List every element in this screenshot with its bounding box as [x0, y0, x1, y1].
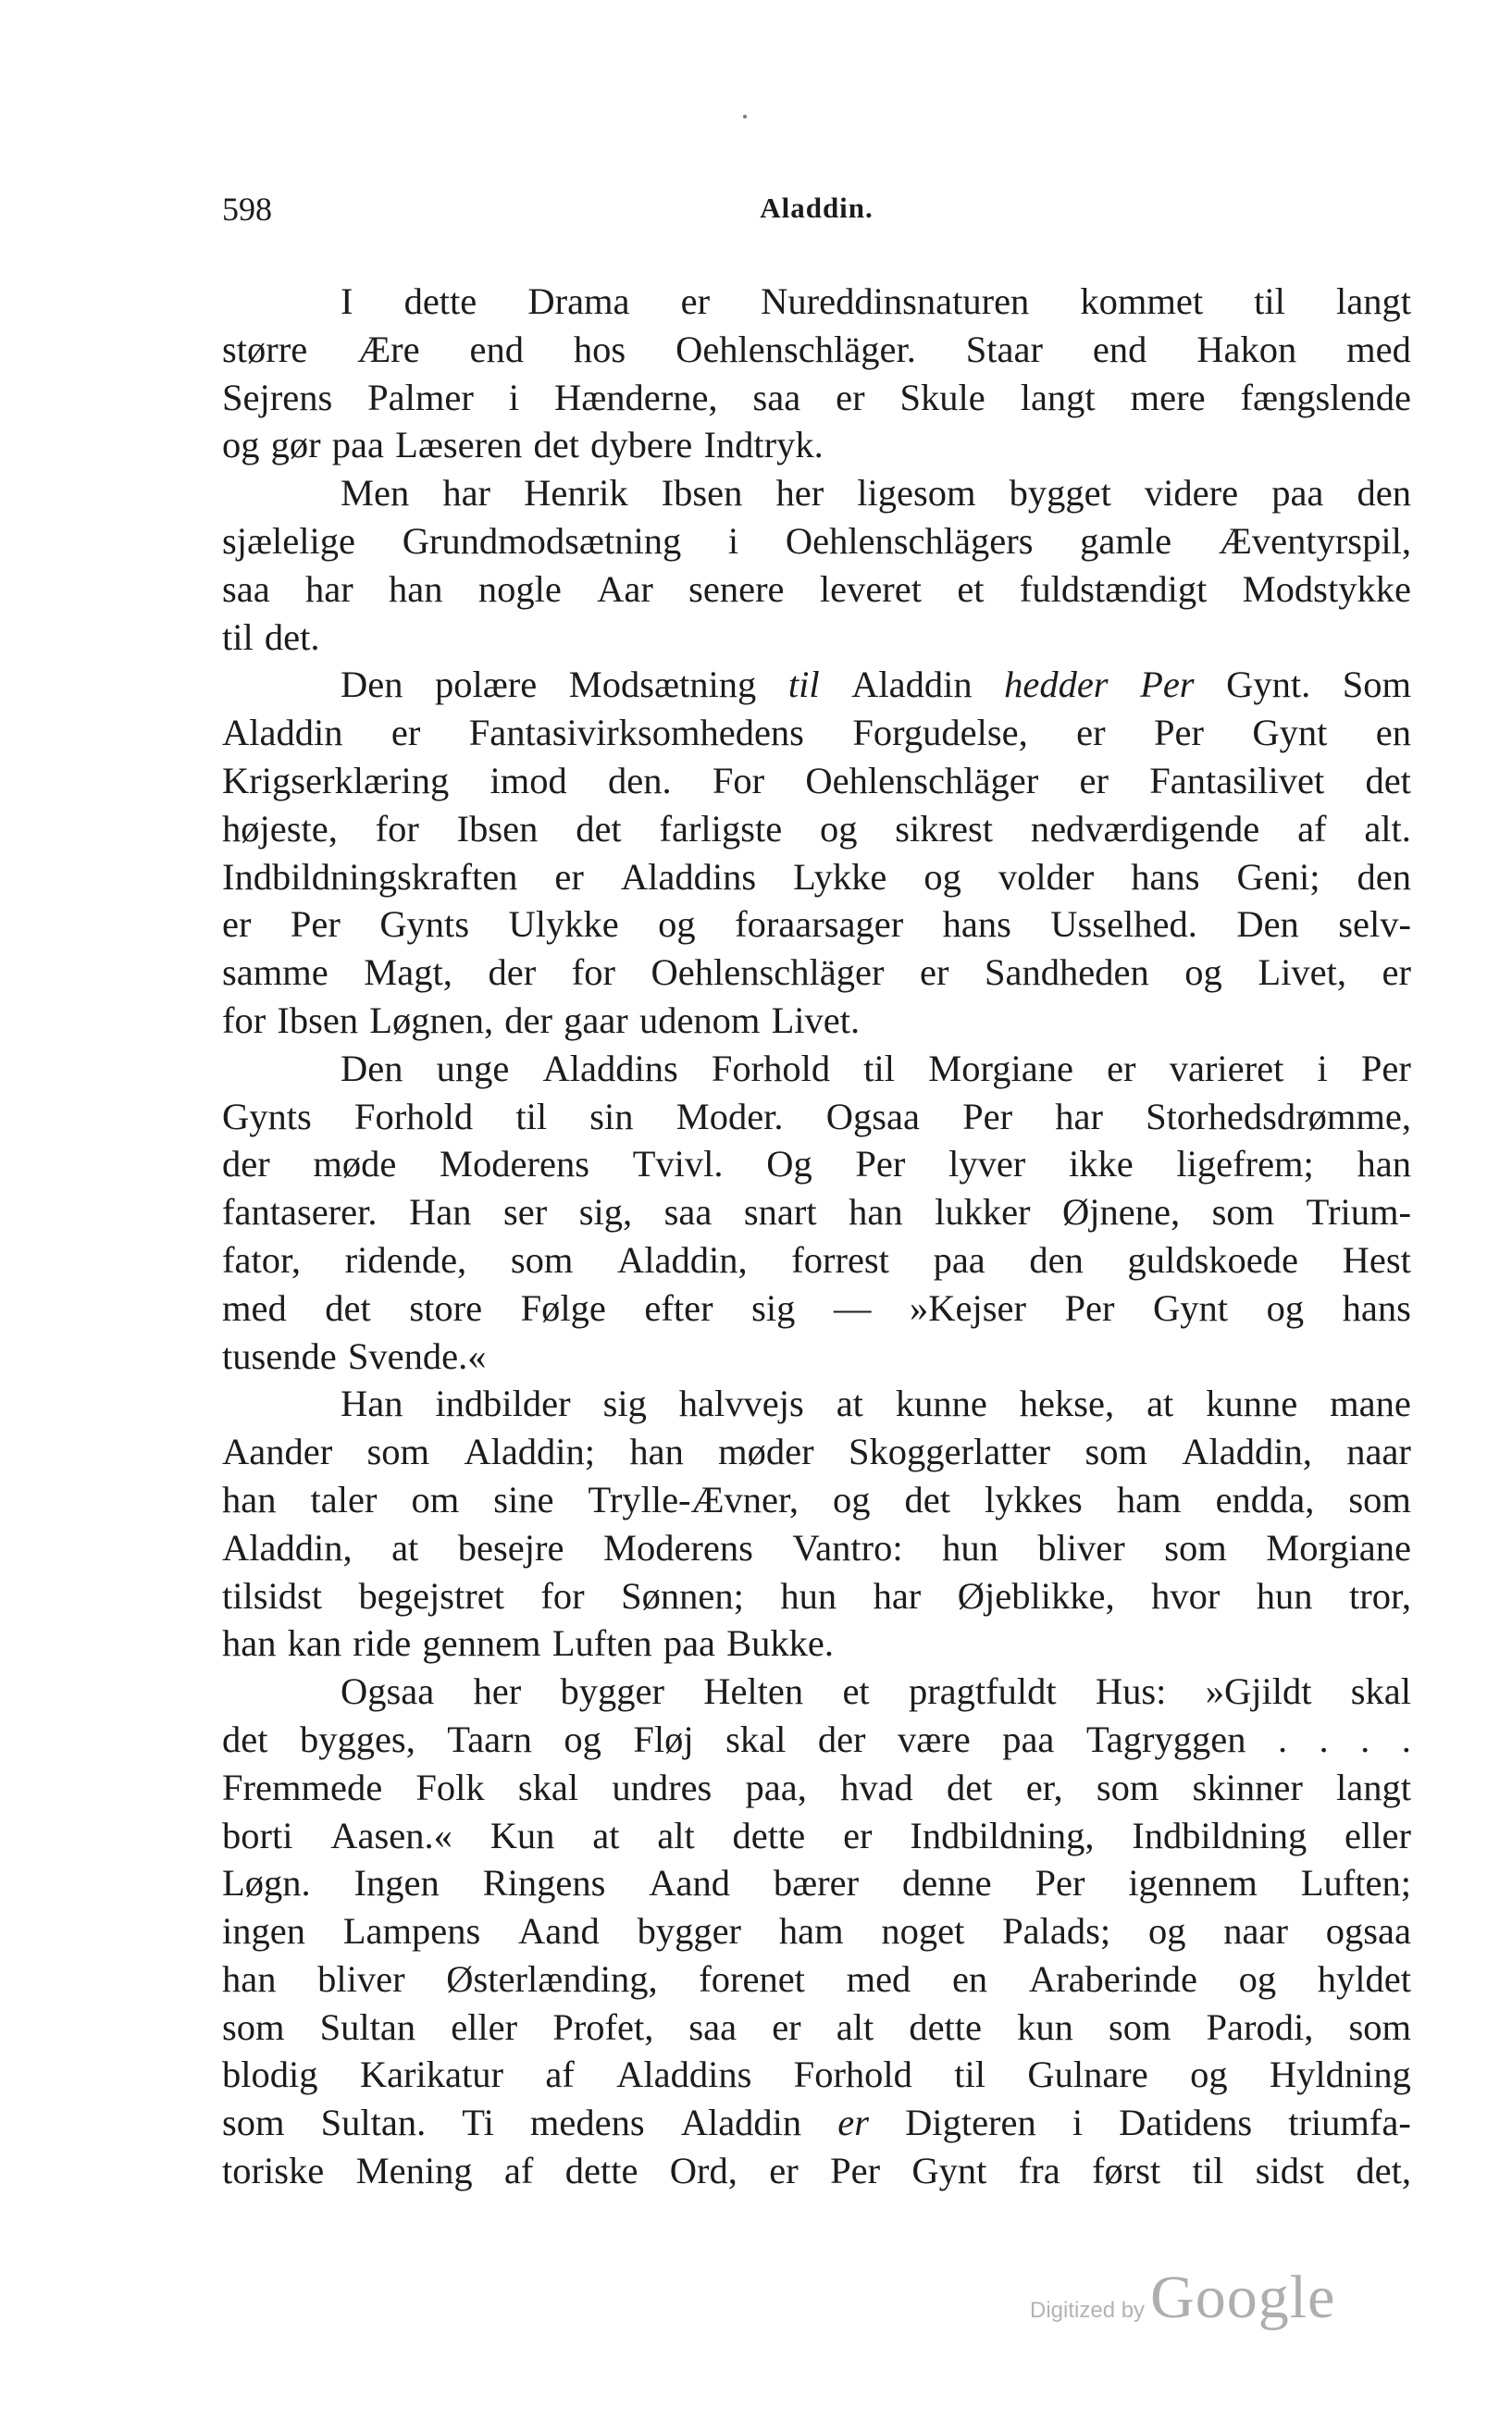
text-line: toriske Mening af dette Ord, er Per Gynt fra først til sidst det,	[222, 2150, 1411, 2192]
text-line: Den unge Aladdins Forhold til Morgiane er varieret i Per	[341, 1047, 1411, 1089]
text-line: som Sultan. Ti medens Aladdin er Digteren i Datidens triumfa-	[222, 2102, 1411, 2144]
body-text	[222, 278, 1411, 2195]
text-line: Men har Henrik Ibsen her ligesom bygget videre paa den	[341, 472, 1411, 515]
google-logo: Google	[1150, 2264, 1336, 2331]
text-line: blodig Karikatur af Aladdins Forhold til Gulnare og Hyldning	[222, 2054, 1411, 2096]
text-line: Sejrens Palmer i Hænderne, saa er Skule langt mere fængslende	[222, 376, 1411, 418]
text-line: Indbildningskraften er Aladdins Lykke og volder hans Geni; den	[222, 855, 1411, 898]
text-line: ingen Lampens Aand bygger ham noget Palads; og naar ogsaa	[222, 1910, 1411, 1953]
digitized-by-label: Digitized by	[1030, 2298, 1146, 2323]
text-line: borti Aasen.« Kun at alt dette er Indbildning, Indbildning eller	[222, 1814, 1411, 1856]
running-title: Aladdin.	[760, 192, 874, 224]
text-line: Krigserklæring imod den. For Oehlenschläger er Fantasilivet det	[222, 759, 1411, 801]
digitized-watermark	[1030, 2263, 1335, 2333]
text-line: Aladdin, at besejre Moderens Vantro: hun bliver som Morgiane	[222, 1526, 1411, 1569]
text-line: Han indbilder sig halvvejs at kunne hekse, at kunne mane	[341, 1383, 1411, 1425]
text-line: er Per Gynts Ulykke og foraarsager hans Usselhed. Den selv-	[222, 903, 1411, 946]
text-line: Ogsaa her bygger Helten et pragtfuldt Hus: »Gjildt skal	[341, 1670, 1411, 1713]
page-header	[222, 190, 1411, 238]
text-line: han bliver Østerlænding, forenet med en Araberinde og hyldet	[222, 1957, 1411, 2000]
text-line: saa har han nogle Aar senere leveret et fuldstændigt Modstykke	[222, 567, 1411, 610]
text-line: der møde Moderens Tvivl. Og Per lyver ikke ligefrem; han	[222, 1143, 1411, 1185]
text-line: til det.	[222, 615, 320, 658]
text-line: han taler om sine Trylle-Ævner, og det lykkes ham endda, som	[222, 1478, 1411, 1520]
text-line: Fremmede Folk skal undres paa, hvad det er, som skinner langt	[222, 1766, 1411, 1808]
text-line: Aladdin er Fantasivirksomhedens Forgudelse, er Per Gynt en	[222, 712, 1411, 754]
text-line: og gør paa Læseren det dybere Indtryk.	[222, 424, 824, 466]
text-line: han kan ride gennem Luften paa Bukke.	[222, 1622, 835, 1665]
text-line: højeste, for Ibsen det farligste og sikrest nedværdigende af alt.	[222, 807, 1411, 850]
text-line: Løgn. Ingen Ringens Aand bærer denne Per igennem Luften;	[222, 1862, 1411, 1905]
text-line: med det store Følge efter sig — »Kejser Per Gynt og hans	[222, 1286, 1411, 1329]
text-line: Gynts Forhold til sin Moder. Ogsaa Per har Storhedsdrømme,	[222, 1095, 1411, 1137]
scan-speck	[743, 115, 747, 118]
text-line: tusende Svende.«	[222, 1334, 487, 1377]
text-line: tilsidst begejstret for Sønnen; hun har Øjeblikke, hvor hun tror,	[222, 1574, 1411, 1617]
text-line: Aander som Aladdin; han møder Skoggerlatter som Aladdin, naar	[222, 1431, 1411, 1473]
page-number: 598	[222, 191, 272, 228]
text-line: I dette Drama er Nureddinsnaturen kommet til langt	[341, 280, 1411, 322]
text-line: samme Magt, der for Oehlenschläger er Sandheden og Livet, er	[222, 951, 1411, 994]
text-line: som Sultan eller Profet, saa er alt dette kun som Parodi, som	[222, 2005, 1411, 2048]
text-line: større Ære end hos Oehlenschläger. Staar end Hakon med	[222, 328, 1411, 370]
text-line: fantaserer. Han ser sig, saa snart han lukker Øjnene, som Trium-	[222, 1191, 1411, 1234]
text-line: det bygges, Taarn og Fløj skal der være paa Tagryggen . . . .	[222, 1718, 1411, 1760]
text-line: fator, ridende, som Aladdin, forrest paa den guldskoede Hest	[222, 1238, 1411, 1281]
text-line: sjælelige Grundmodsætning i Oehlenschlägers gamle Æventyrspil,	[222, 519, 1411, 562]
text-line: Den polære Modsætning til Aladdin hedder Per Gynt. Som	[341, 664, 1411, 706]
text-line: for Ibsen Løgnen, der gaar udenom Livet.	[222, 999, 861, 1041]
